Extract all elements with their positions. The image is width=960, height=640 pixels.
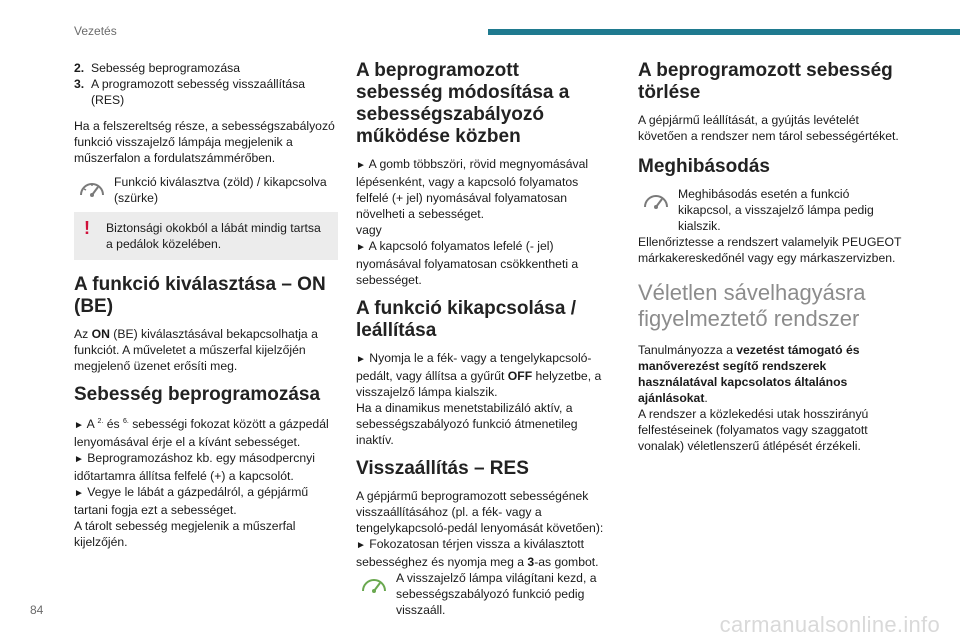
list-item-text: Sebesség beprogramozása bbox=[91, 61, 241, 75]
icon-note-text: Meghibásodás esetén a funkció kikapcsol, a visszajelző lámpa pedig kialszik. bbox=[678, 187, 874, 233]
text: Vegye le lábát a gázpedálról, a gépjármű tartani fogja ezt a sebességet. bbox=[74, 485, 309, 518]
speedometer-cruise-icon bbox=[356, 570, 392, 600]
heading-off: A funkció kikapcsolása / leállítása bbox=[356, 298, 576, 341]
paragraph: Ellenőriztesse a rendszert valamelyik PEUGEOT márkakereskedőnél vagy egy márkaszervizben. bbox=[638, 235, 902, 265]
heading-modify: A beprogramozott sebesség módosítása a sebességszabályozó működése közben bbox=[356, 60, 570, 147]
text: (BE) kiválasztásával bekapcsolhatja a funkciót. A műveletet a műszerfal kijelzőjén megjelenő üzenet erősíti meg. bbox=[74, 327, 318, 373]
text: A bbox=[86, 417, 98, 432]
paragraph: Ha a felszereltség része, a sebességszabályozó funkció visszajelző lámpája megjelenik a műszerfalon a fordulatszámmérőben. bbox=[74, 119, 335, 165]
icon-note bbox=[74, 174, 338, 206]
icon-note-text: Funkció kiválasztva (zöld) / kikapcsolva (szürke) bbox=[114, 175, 327, 205]
text: -as gombot. bbox=[534, 555, 599, 569]
icon-note-text: A visszajelző lámpa világítani kezd, a sebességszabályozó funkció pedig visszaáll. bbox=[396, 571, 597, 617]
list-item-number: 2. bbox=[74, 61, 85, 75]
sup: 2. bbox=[97, 418, 104, 425]
modify-step bbox=[356, 238, 604, 288]
heading-program: Sebesség beprogramozása bbox=[74, 384, 321, 405]
bold-text: vezetést támogató és manőverezést segítő rendszerek használatával kapcsolatos általános ajánlásokat bbox=[638, 343, 860, 405]
speedometer-cruise-icon bbox=[74, 174, 110, 204]
text: Tanulmányozza a bbox=[638, 343, 737, 357]
column-2 bbox=[356, 60, 604, 624]
step bbox=[74, 450, 338, 484]
text: . bbox=[704, 391, 708, 405]
column-3 bbox=[638, 60, 902, 462]
list-item bbox=[74, 76, 338, 108]
heading-select: A funkció kiválasztása – ON (BE) bbox=[74, 274, 326, 317]
text: helyzetbe, a visszajelző lámpa kialszik. bbox=[356, 369, 602, 399]
warning-exclamation-icon: ! bbox=[84, 218, 90, 238]
bold-text: OFF bbox=[507, 369, 533, 383]
page-number: 84 bbox=[30, 603, 44, 617]
column-1 bbox=[74, 60, 338, 550]
watermark: carmanualsonline.info bbox=[719, 612, 940, 637]
step bbox=[74, 414, 338, 450]
arrow-icon: ► bbox=[356, 540, 366, 551]
text: A kapcsoló folyamatos lefelé (- jel) nyomásával folyamatosan csökkentheti a sebességet. bbox=[356, 239, 579, 287]
text: Az bbox=[74, 327, 92, 341]
header-accent-bar bbox=[488, 29, 960, 35]
text: Nyomja le a fék- vagy a tengelykapcsoló-pedált, vagy állítsa a gyűrűt bbox=[356, 351, 592, 383]
paragraph: A rendszer a közlekedési utak hosszirányú felfestéseinek (folyamatos vagy szaggatott vonalak) véletlenszerű átlépését érzékeli. bbox=[638, 407, 869, 453]
paragraph: A gépjármű beprogramozott sebességének visszaállításához (pl. a fék- vagy a tengelykapcsoló-pedál lenyomását követően): bbox=[356, 489, 604, 535]
icon-note bbox=[638, 186, 902, 234]
heading-res: Visszaállítás – RES bbox=[356, 458, 529, 479]
arrow-icon: ► bbox=[74, 454, 84, 466]
safety-warning-box bbox=[74, 212, 338, 260]
speedometer-cruise-icon bbox=[638, 186, 674, 216]
text: Fokozatosan térjen vissza a kiválasztott sebességhez és nyomja meg a bbox=[356, 537, 585, 569]
bold-text: 3 bbox=[527, 555, 535, 569]
header-section-label: Vezetés bbox=[74, 24, 117, 38]
paragraph: Ha a dinamikus menetstabilizáló aktív, a sebességszabályozó funkció átmenetileg inaktív. bbox=[356, 401, 578, 447]
step bbox=[74, 484, 338, 518]
sup: 6. bbox=[122, 418, 129, 425]
off-step bbox=[356, 350, 604, 400]
icon-note bbox=[356, 570, 604, 618]
paragraph-lane bbox=[638, 342, 902, 406]
bold-text: ON bbox=[91, 327, 110, 341]
program-steps bbox=[74, 414, 338, 550]
arrow-icon: ► bbox=[74, 488, 84, 500]
list-item bbox=[74, 60, 338, 76]
res-step bbox=[356, 536, 604, 570]
numbered-list bbox=[74, 60, 338, 108]
heading-delete: A beprogramozott sebesség törlése bbox=[638, 60, 893, 103]
text: A gomb többszöri, rövid megnyomásával lépésenként, vagy a kapcsoló folyamatos felfelé (+ jel) nyomásával folyamatosan növelheti a sebességet. bbox=[356, 157, 589, 221]
paragraph-select bbox=[74, 326, 338, 374]
paragraph: A gépjármű leállítását, a gyújtás levételét követően a rendszer nem tárol sebességértéket. bbox=[638, 113, 899, 143]
list-item-text: A programozott sebesség visszaállítása (RES) bbox=[91, 77, 306, 107]
text: Beprogramozáshoz kb. egy másodpercnyi időtartamra állítsa felfelé (+) a kapcsolót. bbox=[74, 451, 315, 484]
warning-text: Biztonsági okokból a lábát mindig tartsa a pedálok közelében. bbox=[106, 221, 321, 251]
arrow-icon: ► bbox=[356, 354, 366, 365]
text: sebességi fokozat között a gázpedál lenyomásával érje el a kívánt sebességet. bbox=[74, 417, 329, 450]
heading-lane: Véletlen sávelhagyásra figyelmeztető rendszer bbox=[638, 280, 866, 331]
arrow-icon: ► bbox=[74, 420, 84, 432]
text: és bbox=[103, 417, 123, 432]
modify-step bbox=[356, 156, 604, 222]
arrow-icon: ► bbox=[356, 160, 366, 171]
heading-fault: Meghibásodás bbox=[638, 156, 770, 177]
step: A tárolt sebesség megjelenik a műszerfal kijelzőjén. bbox=[74, 519, 296, 550]
modify-or: vagy bbox=[356, 223, 382, 237]
list-item-number: 3. bbox=[74, 77, 85, 91]
arrow-icon: ► bbox=[356, 242, 366, 253]
